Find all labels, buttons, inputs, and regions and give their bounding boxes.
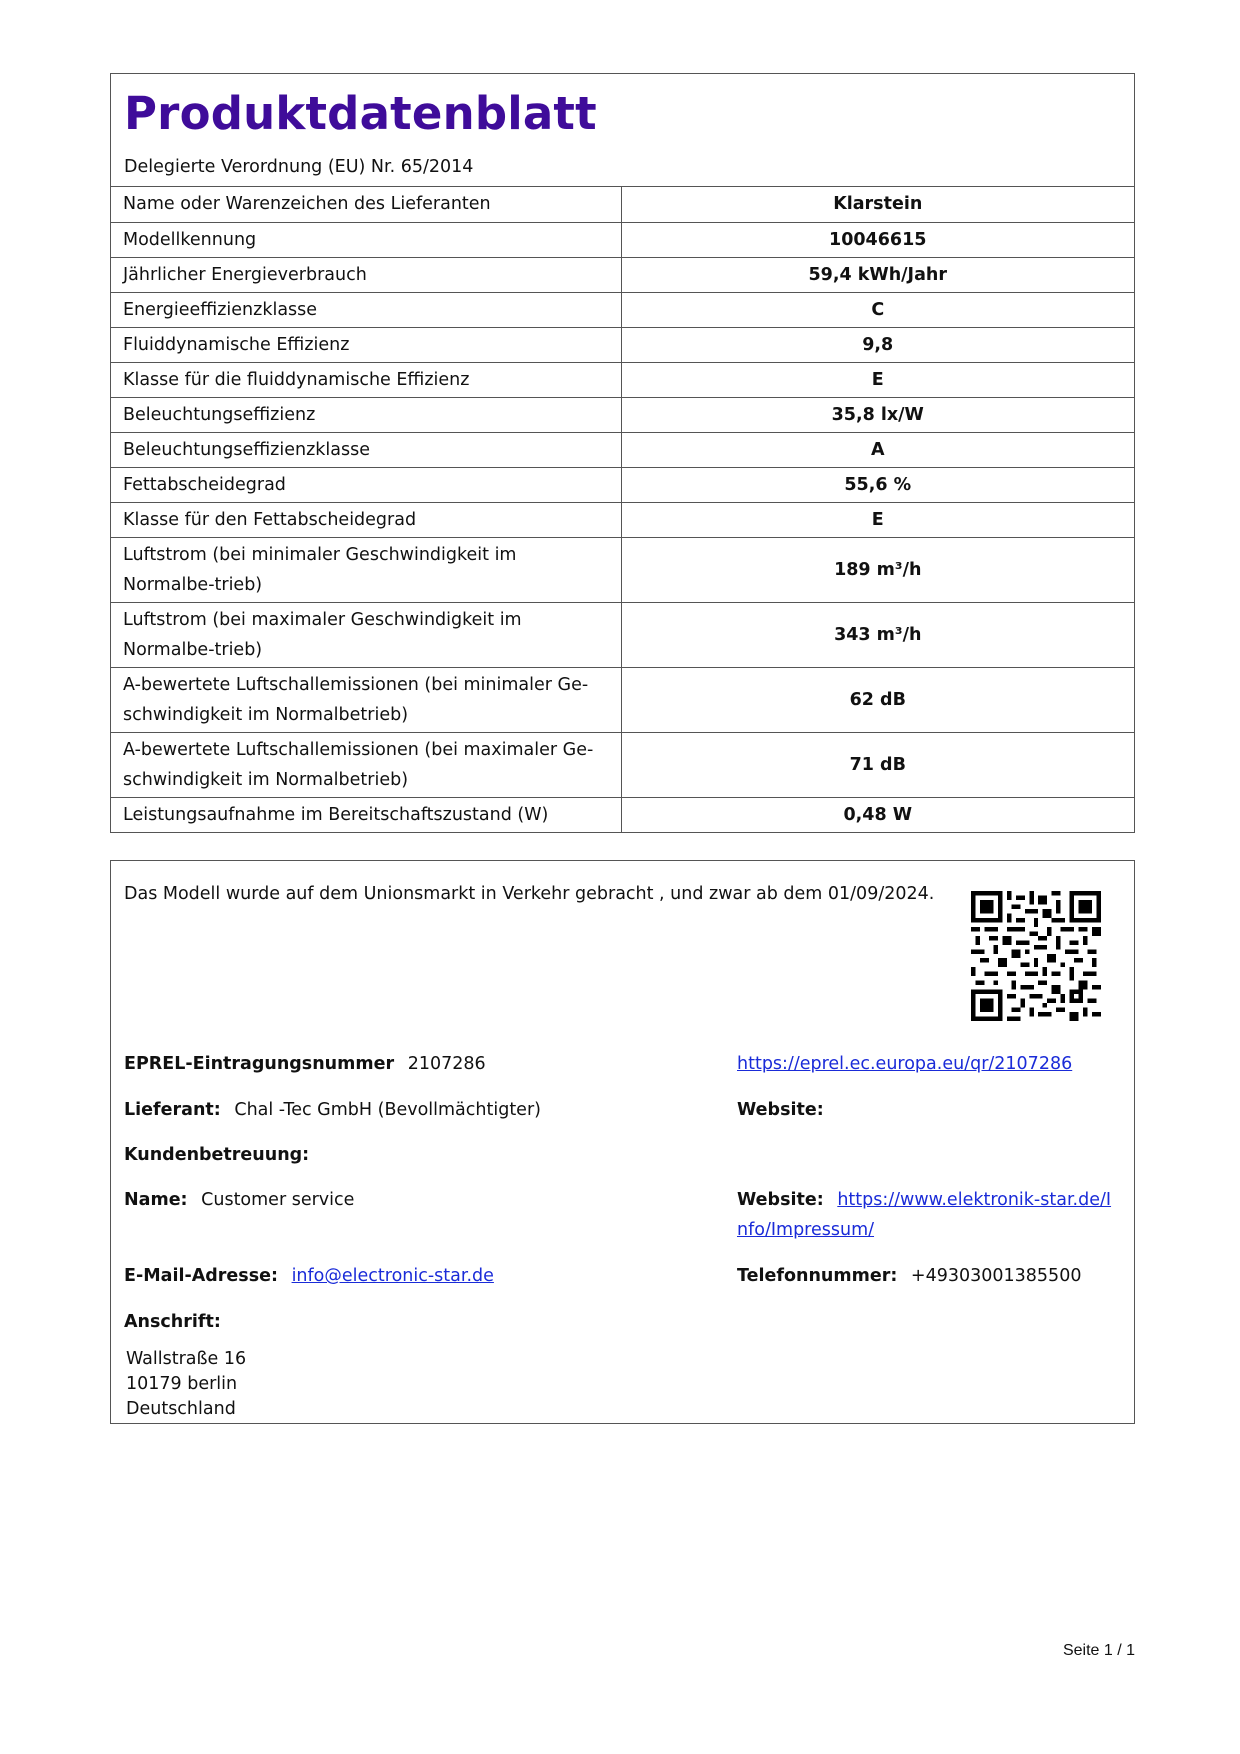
- spec-label: Leistungsaufnahme im Bereitschaftszustand (W): [111, 797, 621, 832]
- address-heading: [124, 1307, 229, 1337]
- spec-value: C: [621, 292, 1134, 327]
- website-label: Website:: [737, 1100, 824, 1120]
- address-label: Anschrift:: [124, 1312, 221, 1332]
- divider: [111, 1303, 1134, 1304]
- phone-label: Telefonnummer:: [737, 1266, 898, 1286]
- spec-value: 55,6 %: [621, 467, 1134, 502]
- spec-label: Jährlicher Energieverbrauch: [111, 257, 621, 292]
- name-label: Name:: [124, 1190, 188, 1210]
- supplier-info-box: [110, 860, 1135, 1424]
- spec-value: 343 m³/h: [621, 602, 1134, 667]
- address: [126, 1347, 246, 1422]
- address-line: Wallstraße 16: [126, 1349, 247, 1369]
- regulation-reference: Delegierte Verordnung (EU) Nr. 65/2014: [124, 157, 474, 177]
- spec-value: 9,8: [621, 327, 1134, 362]
- name-value: Customer service: [201, 1190, 355, 1210]
- spec-row: [111, 467, 1134, 502]
- spec-row: [111, 667, 1134, 732]
- spec-row: [111, 537, 1134, 602]
- spec-value: 59,4 kWh/Jahr: [621, 257, 1134, 292]
- contact-name: [124, 1185, 354, 1215]
- supplier-website: [737, 1095, 1122, 1125]
- page-number: Seite 1 / 1: [1062, 1642, 1135, 1659]
- eprel-value: 2107286: [407, 1054, 486, 1074]
- website2-link[interactable]: https://www.elektronik-star.de/Info/Impressum/: [737, 1190, 1112, 1240]
- qr-code-icon[interactable]: [971, 891, 1101, 1021]
- spec-row: [111, 187, 1134, 222]
- spec-value: E: [621, 502, 1134, 537]
- eprel-link[interactable]: https://eprel.ec.europa.eu/qr/2107286: [737, 1054, 1073, 1074]
- address-line: 10179 berlin: [126, 1374, 238, 1394]
- eprel-number: [124, 1049, 486, 1079]
- spec-label: Beleuchtungseffizienz: [111, 397, 621, 432]
- contact-website: [737, 1185, 1122, 1245]
- page-title: Produktdatenblatt: [124, 87, 597, 140]
- spec-label: A-bewertete Luftschallemissionen (bei minimaler Ge-schwindigkeit im Normalbetrieb): [111, 667, 621, 732]
- spec-row: [111, 432, 1134, 467]
- spec-table: [111, 187, 1134, 832]
- email-label: E-Mail-Adresse:: [124, 1266, 278, 1286]
- spec-value: A: [621, 432, 1134, 467]
- spec-row: [111, 257, 1134, 292]
- spec-row: [111, 502, 1134, 537]
- spec-row: [111, 362, 1134, 397]
- customer-care-label: Kundenbetreuung:: [124, 1145, 310, 1165]
- spec-label: Fluiddynamische Effizienz: [111, 327, 621, 362]
- spec-value: E: [621, 362, 1134, 397]
- spec-label: Klasse für den Fettabscheidegrad: [111, 502, 621, 537]
- spec-row: [111, 397, 1134, 432]
- product-data-sheet: [110, 73, 1135, 833]
- divider: [111, 1257, 1134, 1258]
- spec-row: [111, 732, 1134, 797]
- spec-label: A-bewertete Luftschallemissionen (bei maximaler Ge-schwindigkeit im Normalbetrieb): [111, 732, 621, 797]
- supplier: [124, 1095, 541, 1125]
- email-link[interactable]: info@electronic-star.de: [291, 1266, 494, 1286]
- contact-phone: [737, 1261, 1122, 1291]
- spec-row: [111, 602, 1134, 667]
- spec-label: Modellkennung: [111, 222, 621, 257]
- spec-row: [111, 292, 1134, 327]
- phone-value: +49303001385500: [910, 1266, 1082, 1286]
- spec-label: Fettabscheidegrad: [111, 467, 621, 502]
- spec-row: [111, 222, 1134, 257]
- spec-value: 35,8 lx/W: [621, 397, 1134, 432]
- contact-email: [124, 1261, 494, 1291]
- spec-value: 0,48 W: [621, 797, 1134, 832]
- spec-value: 71 dB: [621, 732, 1134, 797]
- spec-value: 62 dB: [621, 667, 1134, 732]
- supplier-label: Lieferant:: [124, 1100, 221, 1120]
- spec-row: [111, 327, 1134, 362]
- spec-label: Luftstrom (bei minimaler Geschwindigkeit im Normalbe-trieb): [111, 537, 621, 602]
- spec-label: Beleuchtungseffizienzklasse: [111, 432, 621, 467]
- sheet-header: [111, 74, 1134, 187]
- market-placement-text: Das Modell wurde auf dem Unionsmarkt in Verkehr gebracht , und zwar ab dem 01/09/2024.: [124, 884, 935, 904]
- spec-label: Klasse für die fluiddynamische Effizienz: [111, 362, 621, 397]
- spec-value: 189 m³/h: [621, 537, 1134, 602]
- spec-row: [111, 797, 1134, 832]
- divider: [111, 1041, 1134, 1042]
- eprel-link-block: [737, 1049, 1122, 1079]
- website2-label: Website:: [737, 1190, 824, 1210]
- spec-value: 10046615: [621, 222, 1134, 257]
- eprel-label: EPREL-Eintragungsnummer: [124, 1054, 395, 1074]
- spec-label: Name oder Warenzeichen des Lieferanten: [111, 187, 621, 222]
- spec-label: Luftstrom (bei maximaler Geschwindigkeit im Normalbe-trieb): [111, 602, 621, 667]
- customer-care: [124, 1140, 317, 1170]
- spec-label: Energieeffizienzklasse: [111, 292, 621, 327]
- address-line: Deutschland: [126, 1399, 236, 1419]
- spec-value: Klarstein: [833, 194, 923, 215]
- supplier-value: Chal -Tec GmbH (Bevollmächtigter): [234, 1100, 541, 1120]
- divider: [111, 1091, 1134, 1092]
